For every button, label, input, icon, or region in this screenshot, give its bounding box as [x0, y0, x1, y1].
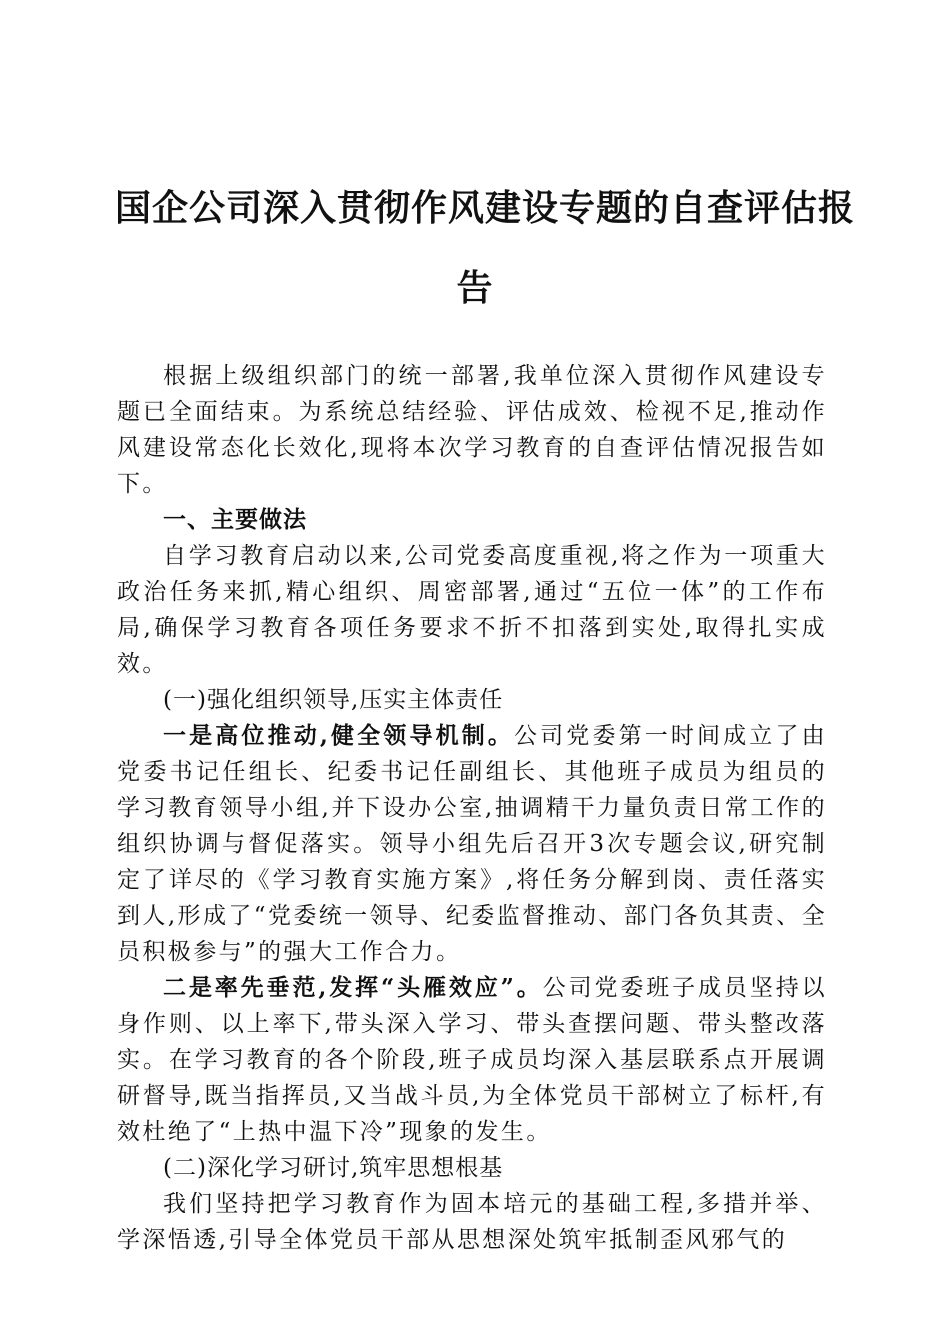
point1-paragraph [117, 718, 827, 970]
title-line-2: 告 [456, 267, 494, 309]
document-title [115, 168, 856, 328]
subsection2-paragraph: 我们坚持把学习教育作为固本培元的基础工程,多措并举、学深悟透,引导全体党员干部从思想深处筑牢抵制歪风邪气的 [117, 1191, 827, 1253]
point2-lead: 二是率先垂范,发挥“头雁效应”。 [163, 974, 543, 1001]
point1-lead: 一是高位推动,健全领导机制。 [163, 722, 515, 749]
section1-intro-paragraph: 自学习教育启动以来,公司党委高度重视,将之作为一项重大政治任务来抓,精心组织、周密部署,通过“五位一体”的工作布局,确保学习教育各项任务要求不折不扣落到实处,取得扎实成效。 [117, 543, 827, 677]
document-body [117, 358, 827, 1258]
point2-text: 公司党委班子成员坚持以身作则、以上率下,带头深入学习、带头查摆问题、带头整改落实。在学习教育的各个阶段,班子成员均深入基层联系点开展调研督导,既当指挥员,又当战斗员,为全体党员干部树立了标杆,有效杜绝了“上热中温下冷”现象的发生。 [117, 975, 827, 1145]
subsection-heading-2: (二)深化学习研讨,筑牢思想根基 [163, 1155, 504, 1181]
intro-paragraph: 根据上级组织部门的统一部署,我单位深入贯彻作风建设专题已全面结束。为系统总结经验、评估成效、检视不足,推动作风建设常态化长效化,现将本次学习教育的自查评估情况报告如下。 [117, 363, 827, 497]
point1-text: 公司党委第一时间成立了由党委书记任组长、纪委书记任副组长、其他班子成员为组员的学习教育领导小组,并下设办公室,抽调精干力量负责日常工作的组织协调与督促落实。领导小组先后召开3次专题会议,研究制定了详尽的《学习教育实施方案》,将任务分解到岗、责任落实到人,形成了“党委统一领导、纪委监督推动、部门各负其责、全员积极参与”的强大工作合力。 [117, 723, 827, 965]
subsection-heading-1: (一)强化组织领导,压实主体责任 [163, 687, 504, 713]
title-line-1: 国企公司深入贯彻作风建设专题的自查评估报 [115, 187, 856, 229]
section-heading-main-practices: 一、主要做法 [163, 506, 307, 533]
point2-paragraph [117, 970, 827, 1150]
